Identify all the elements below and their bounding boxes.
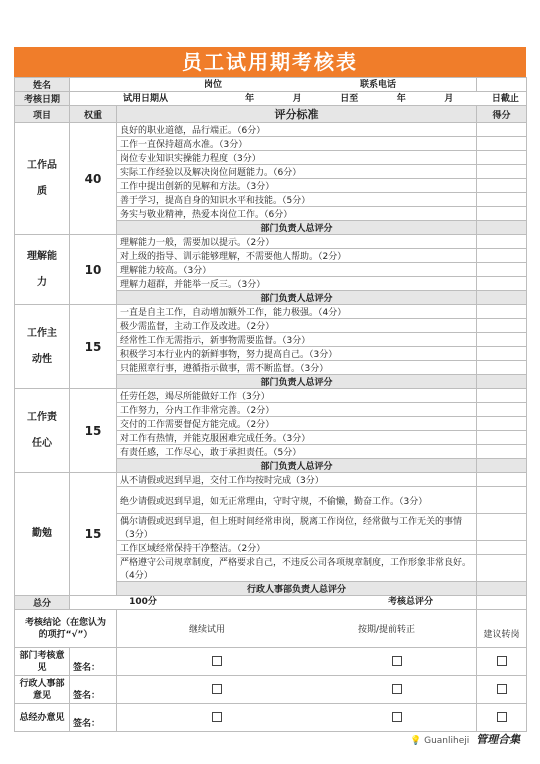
criterion-text: 有责任感，工作尽心，敢于承担责任。（5分） bbox=[117, 445, 477, 459]
eval-total-value[interactable] bbox=[477, 596, 527, 610]
option-transfer: 建议转岗 bbox=[477, 610, 527, 648]
section-weight: 15 bbox=[70, 305, 117, 389]
score-cell[interactable] bbox=[477, 333, 527, 347]
criterion-text: 经常性工作无需指示，新事物需要监督。（3分） bbox=[117, 333, 477, 347]
evaluation-table bbox=[14, 77, 527, 732]
opinion-sign: 签名： bbox=[70, 676, 117, 704]
day-to: 日至 bbox=[340, 93, 359, 104]
opinion-label: 部门考核意见 bbox=[15, 648, 70, 676]
section-weight: 15 bbox=[70, 389, 117, 473]
score-cell[interactable] bbox=[477, 277, 527, 291]
score-cell[interactable] bbox=[477, 179, 527, 193]
month-2: 月 bbox=[444, 93, 454, 104]
opinion-label: 总经办意见 bbox=[15, 704, 70, 732]
criterion-text: 只能照章行事，遵循指示做事，需不断监督。（3分） bbox=[117, 361, 477, 375]
criterion-text: 理解能力较高。（3分） bbox=[117, 263, 477, 277]
score-cell[interactable] bbox=[477, 487, 527, 514]
criterion-text: 理解能力一般，需要加以提示。（2分） bbox=[117, 235, 477, 249]
section-summary-label: 行政人事部负责人总评分 bbox=[117, 582, 477, 596]
criterion-text: 偶尔请假或迟到早退，但上班时间经常串岗，脱离工作岗位，经常做与工作无关的事情（3分） bbox=[117, 514, 477, 541]
section-weight: 10 bbox=[70, 235, 117, 305]
section-summary-score[interactable] bbox=[477, 459, 527, 473]
score-cell[interactable] bbox=[477, 541, 527, 555]
section-summary-label: 部门负责人总评分 bbox=[117, 459, 477, 473]
header-criteria: 评分标准 bbox=[117, 106, 477, 123]
score-cell[interactable] bbox=[477, 249, 527, 263]
eval-total-label: 考核总评分 bbox=[387, 597, 433, 607]
footer-site: Guanliheji bbox=[424, 736, 470, 746]
score-cell[interactable] bbox=[477, 417, 527, 431]
year-2: 年 bbox=[396, 93, 406, 104]
score-cell[interactable] bbox=[477, 389, 527, 403]
position-label: 岗位 bbox=[203, 79, 222, 90]
section-summary-score[interactable] bbox=[477, 582, 527, 596]
footer-brand-name: 管理合集 bbox=[476, 733, 521, 746]
conclusion-label: 考核结论（在您认为的项打“√”） bbox=[15, 610, 117, 648]
checkbox[interactable] bbox=[392, 684, 402, 694]
section-name: 理解能力 bbox=[15, 235, 70, 305]
section-name: 工作品质 bbox=[15, 123, 70, 235]
checkbox[interactable] bbox=[392, 656, 402, 666]
criterion-text: 任劳任怨，竭尽所能做好工作（3分） bbox=[117, 389, 477, 403]
score-cell[interactable] bbox=[477, 403, 527, 417]
score-cell[interactable] bbox=[477, 137, 527, 151]
phone-label: 联系电话 bbox=[359, 79, 396, 90]
header-item: 项目 bbox=[15, 106, 70, 123]
position-value[interactable] bbox=[243, 79, 338, 91]
section-summary-label: 部门负责人总评分 bbox=[117, 221, 477, 235]
criterion-text: 实际工作经验以及解决岗位问题能力。（6分） bbox=[117, 165, 477, 179]
name-label: 姓名 bbox=[15, 78, 70, 92]
score-cell[interactable] bbox=[477, 193, 527, 207]
form-title: 员工试用期考核表 bbox=[14, 47, 526, 77]
score-cell[interactable] bbox=[477, 305, 527, 319]
criterion-text: 从不请假或迟到早退，交付工作均按时完成（3分） bbox=[117, 473, 477, 487]
score-cell[interactable] bbox=[477, 207, 527, 221]
criterion-text: 工作中提出创新的见解和方法。（3分） bbox=[117, 179, 477, 193]
checkbox[interactable] bbox=[212, 656, 222, 666]
criterion-text: 对工作有热情，并能克服困难完成任务。（3分） bbox=[117, 431, 477, 445]
header-weight: 权重 bbox=[70, 106, 117, 123]
checkbox[interactable] bbox=[212, 712, 222, 722]
criterion-text: 理解力超群，并能举一反三。（3分） bbox=[117, 277, 477, 291]
score-cell[interactable] bbox=[477, 165, 527, 179]
probation-dates bbox=[70, 92, 527, 106]
checkbox[interactable] bbox=[497, 684, 507, 694]
criterion-text: 工作区域经常保持干净整洁。（2分） bbox=[117, 541, 477, 555]
criterion-text: 善于学习，提高自身的知识水平和技能。（5分） bbox=[117, 193, 477, 207]
criterion-text: 积极学习本行业内的新鲜事物，努力提高自己。（3分） bbox=[117, 347, 477, 361]
opinion-sign: 签名： bbox=[70, 704, 117, 732]
option-continue-trial: 继续试用 bbox=[188, 625, 225, 635]
section-summary-score[interactable] bbox=[477, 375, 527, 389]
score-cell[interactable] bbox=[477, 123, 527, 137]
opinion-checkbox-transfer bbox=[477, 676, 527, 704]
opinion-label: 行政人事部意见 bbox=[15, 676, 70, 704]
score-cell[interactable] bbox=[477, 514, 527, 541]
criterion-text: 工作努力，分内工作非常完善。（2分） bbox=[117, 403, 477, 417]
month-1: 月 bbox=[292, 93, 302, 104]
opinion-checkbox-transfer bbox=[477, 648, 527, 676]
score-cell[interactable] bbox=[477, 431, 527, 445]
opinion-checkbox-transfer bbox=[477, 704, 527, 732]
conclusion-options bbox=[117, 610, 477, 648]
criterion-text: 绝少请假或迟到早退，如无正常理由，守时守规，不偷懒，勤奋工作。（3分） bbox=[117, 487, 477, 514]
probation-from: 试用日期从 bbox=[123, 93, 169, 104]
score-cell[interactable] bbox=[477, 235, 527, 249]
criterion-text: 一直是自主工作，自动增加额外工作，能力极强。（4分） bbox=[117, 305, 477, 319]
section-name: 工作责任心 bbox=[15, 389, 70, 473]
score-cell[interactable] bbox=[477, 445, 527, 459]
score-cell[interactable] bbox=[477, 473, 527, 487]
total-label: 总分 bbox=[15, 596, 70, 610]
criterion-text: 对上级的指导、训示能够理解，不需要他人帮助。（2分） bbox=[117, 249, 477, 263]
opinion-checkboxes bbox=[117, 648, 477, 676]
criterion-text: 良好的职业道德，品行端正。（6分） bbox=[117, 123, 477, 137]
year-1: 年 bbox=[245, 93, 255, 104]
score-cell[interactable] bbox=[477, 151, 527, 165]
criterion-text: 极少需监督，主动工作及改进。（2分） bbox=[117, 319, 477, 333]
section-name: 工作主动性 bbox=[15, 305, 70, 389]
option-regular: 按期/提前转正 bbox=[357, 625, 416, 635]
total-row bbox=[70, 596, 477, 610]
header-score: 得分 bbox=[477, 106, 527, 123]
score-cell[interactable] bbox=[477, 263, 527, 277]
checkbox[interactable] bbox=[497, 656, 507, 666]
criterion-text: 交付的工作需要督促方能完成。（2分） bbox=[117, 417, 477, 431]
day-end: 日截止 bbox=[491, 93, 519, 104]
section-summary-label: 部门负责人总评分 bbox=[117, 375, 477, 389]
checkbox[interactable] bbox=[212, 684, 222, 694]
score-cell[interactable] bbox=[477, 319, 527, 333]
name-value[interactable] bbox=[73, 79, 183, 91]
opinion-sign: 签名： bbox=[70, 648, 117, 676]
section-weight: 15 bbox=[70, 473, 117, 596]
evaluation-sheet bbox=[14, 47, 526, 732]
criterion-text: 务实与敬业精神，热爱本岗位工作。（6分） bbox=[117, 207, 477, 221]
total-value: 100分 bbox=[129, 597, 157, 607]
section-summary-score[interactable] bbox=[477, 221, 527, 235]
score-cell[interactable] bbox=[477, 347, 527, 361]
lightbulb-icon: 💡 bbox=[410, 736, 422, 746]
opinion-checkboxes bbox=[117, 676, 477, 704]
score-cell[interactable] bbox=[477, 555, 527, 582]
opinion-checkboxes bbox=[117, 704, 477, 732]
date-label: 考核日期 bbox=[15, 92, 70, 106]
footer-brand bbox=[410, 731, 520, 747]
section-name: 勤勉 bbox=[15, 473, 70, 596]
criterion-text: 工作一直保持超高水准。（3分） bbox=[117, 137, 477, 151]
criterion-text: 岗位专业知识实操能力程度（3分） bbox=[117, 151, 477, 165]
checkbox[interactable] bbox=[392, 712, 402, 722]
section-summary-label: 部门负责人总评分 bbox=[117, 291, 477, 305]
criterion-text: 严格遵守公司规章制度，严格要求自己，不违反公司各项规章制度，工作形象非常良好。（4分） bbox=[117, 555, 477, 582]
name-position-phone bbox=[70, 78, 477, 92]
section-weight: 40 bbox=[70, 123, 117, 235]
checkbox[interactable] bbox=[497, 712, 507, 722]
section-summary-score[interactable] bbox=[477, 291, 527, 305]
phone-value[interactable] bbox=[477, 78, 527, 92]
score-cell[interactable] bbox=[477, 361, 527, 375]
